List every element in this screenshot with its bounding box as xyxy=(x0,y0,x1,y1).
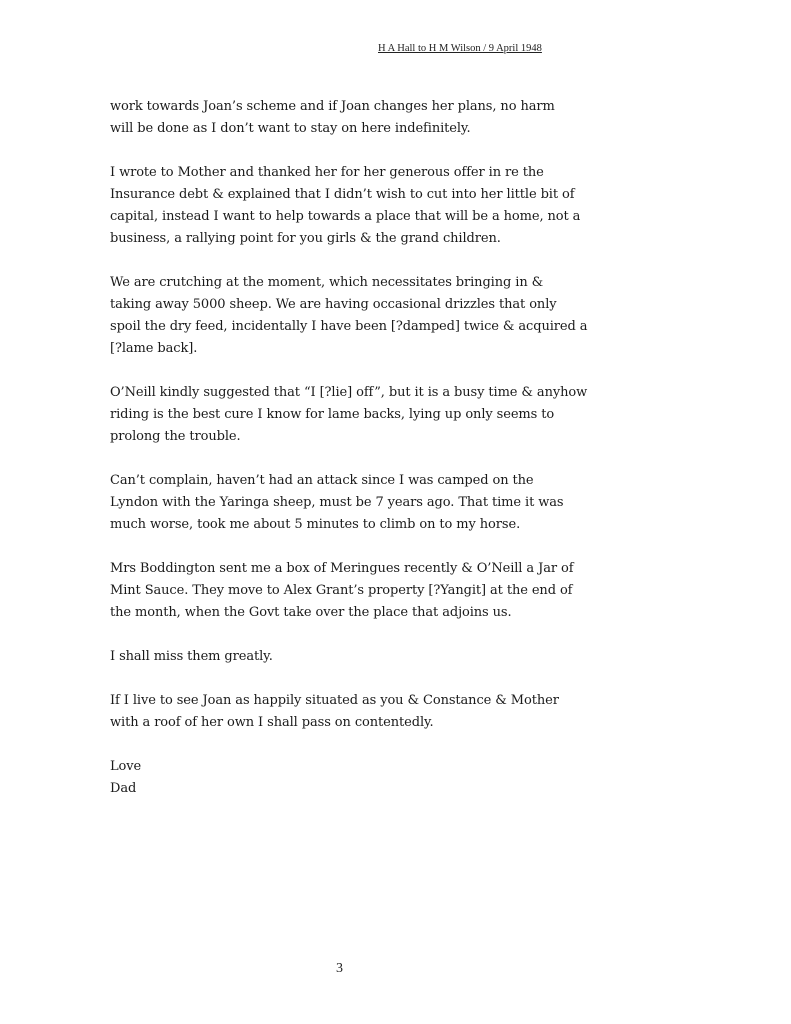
text-line: capital, instead I want to help towards a place that will be a home, not a xyxy=(110,209,581,224)
text-line: Can’t complain, haven’t had an attack since I was camped on the xyxy=(110,473,534,488)
paragraph-miss-them xyxy=(110,646,590,668)
text-line: Mint Sauce. They move to Alex Grant’s property [?Yangit] at the end of xyxy=(110,583,573,598)
text-line: will be done as I don’t want to stay on here indefinitely. xyxy=(110,121,471,136)
text-line: riding is the best cure I know for lame backs, lying up only seems to xyxy=(110,407,555,422)
text-line: work towards Joan’s scheme and if Joan changes her plans, no harm xyxy=(110,99,555,114)
text-line: If I live to see Joan as happily situated as you & Constance & Mother xyxy=(110,693,559,708)
text-line: taking away 5000 sheep. We are having occasional drizzles that only xyxy=(110,297,557,312)
text-line: [?lame back]. xyxy=(110,341,198,356)
text-line: O’Neill kindly suggested that “I [?lie] off”, but it is a busy time & anyhow xyxy=(110,385,588,400)
text-line: We are crutching at the moment, which necessitates bringing in & xyxy=(110,275,544,290)
text-line: I wrote to Mother and thanked her for her generous offer in re the xyxy=(110,165,544,180)
letter-body xyxy=(110,96,590,800)
page-number: 3 xyxy=(336,961,343,976)
sign-off xyxy=(110,756,590,800)
text-line: the month, when the Govt take over the place that adjoins us. xyxy=(110,605,512,620)
signature-text: Dad xyxy=(110,781,137,796)
text-line: Lyndon with the Yaringa sheep, must be 7 years ago. That time it was xyxy=(110,495,564,510)
paragraph-attack xyxy=(110,470,590,536)
text-line: Mrs Boddington sent me a box of Meringues recently & O’Neill a Jar of xyxy=(110,561,574,576)
text-line: spoil the dry feed, incidentally I have been [?damped] twice & acquired a xyxy=(110,319,588,334)
paragraph-joan xyxy=(110,690,590,734)
paragraph-crutching xyxy=(110,272,590,360)
text-line: much worse, took me about 5 minutes to climb on to my horse. xyxy=(110,517,521,532)
paragraph-boddington xyxy=(110,558,590,624)
paragraph-scheme xyxy=(110,96,590,140)
text-line: I shall miss them greatly. xyxy=(110,649,273,664)
text-line: prolong the trouble. xyxy=(110,429,241,444)
paragraph-oneill xyxy=(110,382,590,448)
paragraph-mother-offer xyxy=(110,162,590,250)
text-line: with a roof of her own I shall pass on contentedly. xyxy=(110,715,434,730)
closing-text: Love xyxy=(110,759,142,774)
running-header: H A Hall to H M Wilson / 9 April 1948 xyxy=(378,43,542,54)
text-line: business, a rallying point for you girls & the grand children. xyxy=(110,231,501,246)
text-line: Insurance debt & explained that I didn’t wish to cut into her little bit of xyxy=(110,187,575,202)
